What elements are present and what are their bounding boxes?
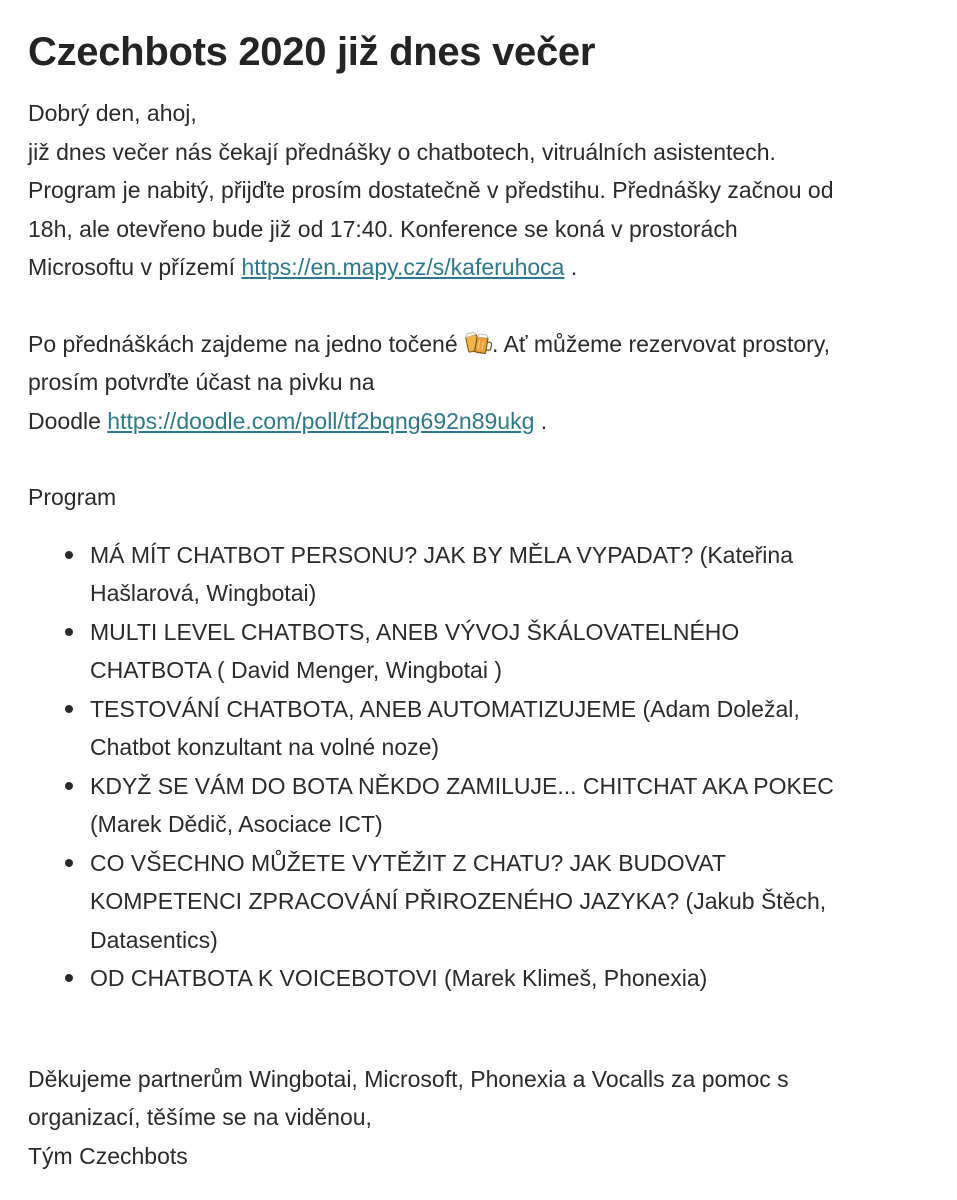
beer-line-3-prefix: Doodle xyxy=(28,407,108,434)
list-item-line-1: OD CHATBOTA K VOICEBOTOVI (Marek Klimeš, Phonexia) xyxy=(90,965,708,991)
beer-line-1-prefix: Po přednáškách zajdeme na jedno točené xyxy=(28,330,465,357)
list-item-line-2: Hašlarová, Wingbotai) xyxy=(90,580,317,606)
doodle-link[interactable]: https://doodle.com/poll/tf2bqng692n89ukg xyxy=(107,407,535,434)
list-item-line-1: MULTI LEVEL CHATBOTS, ANEB VÝVOJ ŠKÁLOVATELNÉHO xyxy=(90,618,740,645)
list-item-line-2: (Marek Dědič, Asociace ICT) xyxy=(90,811,383,837)
beer-line-2: prosím potvrďte účast na pivku na xyxy=(28,369,375,395)
list-item-line-1: TESTOVÁNÍ CHATBOTA, ANEB AUTOMATIZUJEME (Adam Doležal, xyxy=(90,695,800,722)
intro-line-1: již dnes večer nás čekají přednášky o chatbotech, vitruálních asistentech. xyxy=(28,138,776,165)
list-item-line-1: CO VŠECHNO MŮŽETE VYTĚŽIT Z CHATU? JAK BUDOVAT xyxy=(90,849,726,876)
list-item xyxy=(90,959,927,998)
program-list xyxy=(28,536,927,998)
email-title: Czechbots 2020 již dnes večer xyxy=(28,30,596,74)
beer-line-1-suffix: . Ať můžeme rezervovat prostory, xyxy=(492,330,831,357)
closing-paragraph xyxy=(28,1060,927,1176)
beer-paragraph xyxy=(28,325,927,441)
list-item xyxy=(90,690,927,767)
list-item-line-1: MÁ MÍT CHATBOT PERSONU? JAK BY MĚLA VYPADAT? (Kateřina xyxy=(90,541,793,568)
list-item-line-2: Chatbot konzultant na volné noze) xyxy=(90,734,440,760)
list-item-line-1: KDYŽ SE VÁM DO BOTA NĚKDO ZAMILUJE... CHITCHAT AKA POKEC xyxy=(90,772,834,799)
list-item-line-2: CHATBOTA ( David Menger, Wingbotai ) xyxy=(90,657,503,683)
greeting: Dobrý den, ahoj, xyxy=(28,100,197,126)
signature: Tým Czechbots xyxy=(28,1142,188,1169)
list-item xyxy=(90,844,927,960)
list-item xyxy=(90,767,927,844)
list-item-line-3: Datasentics) xyxy=(90,926,218,953)
intro-line-2: Program je nabitý, přijďte prosím dostatečně v předstihu. Přednášky začnou od xyxy=(28,177,834,203)
list-item-line-2: KOMPETENCI ZPRACOVÁNÍ PŘIROZENÉHO JAZYKA? (Jakub Štěch, xyxy=(90,888,827,914)
list-item xyxy=(90,536,927,613)
closing-line-2: organizací, těšíme se na viděnou, xyxy=(28,1104,372,1130)
closing-line-1: Děkujeme partnerům Wingbotai, Microsoft, Phonexia a Vocalls za pomoc s xyxy=(28,1065,789,1092)
program-heading: Program xyxy=(28,484,117,510)
beer-mugs-icon xyxy=(464,329,492,355)
intro-line-3: 18h, ale otevřeno bude již od 17:40. Konference se koná v prostorách xyxy=(28,215,738,242)
intro-paragraph xyxy=(28,94,927,287)
beer-line-3-suffix: . xyxy=(534,407,548,434)
intro-line-4-prefix: Microsoftu v přízemí xyxy=(28,254,242,280)
intro-line-4-suffix: . xyxy=(564,254,578,280)
map-link[interactable]: https://en.mapy.cz/s/kaferuhoca xyxy=(241,254,565,280)
list-item xyxy=(90,613,927,690)
